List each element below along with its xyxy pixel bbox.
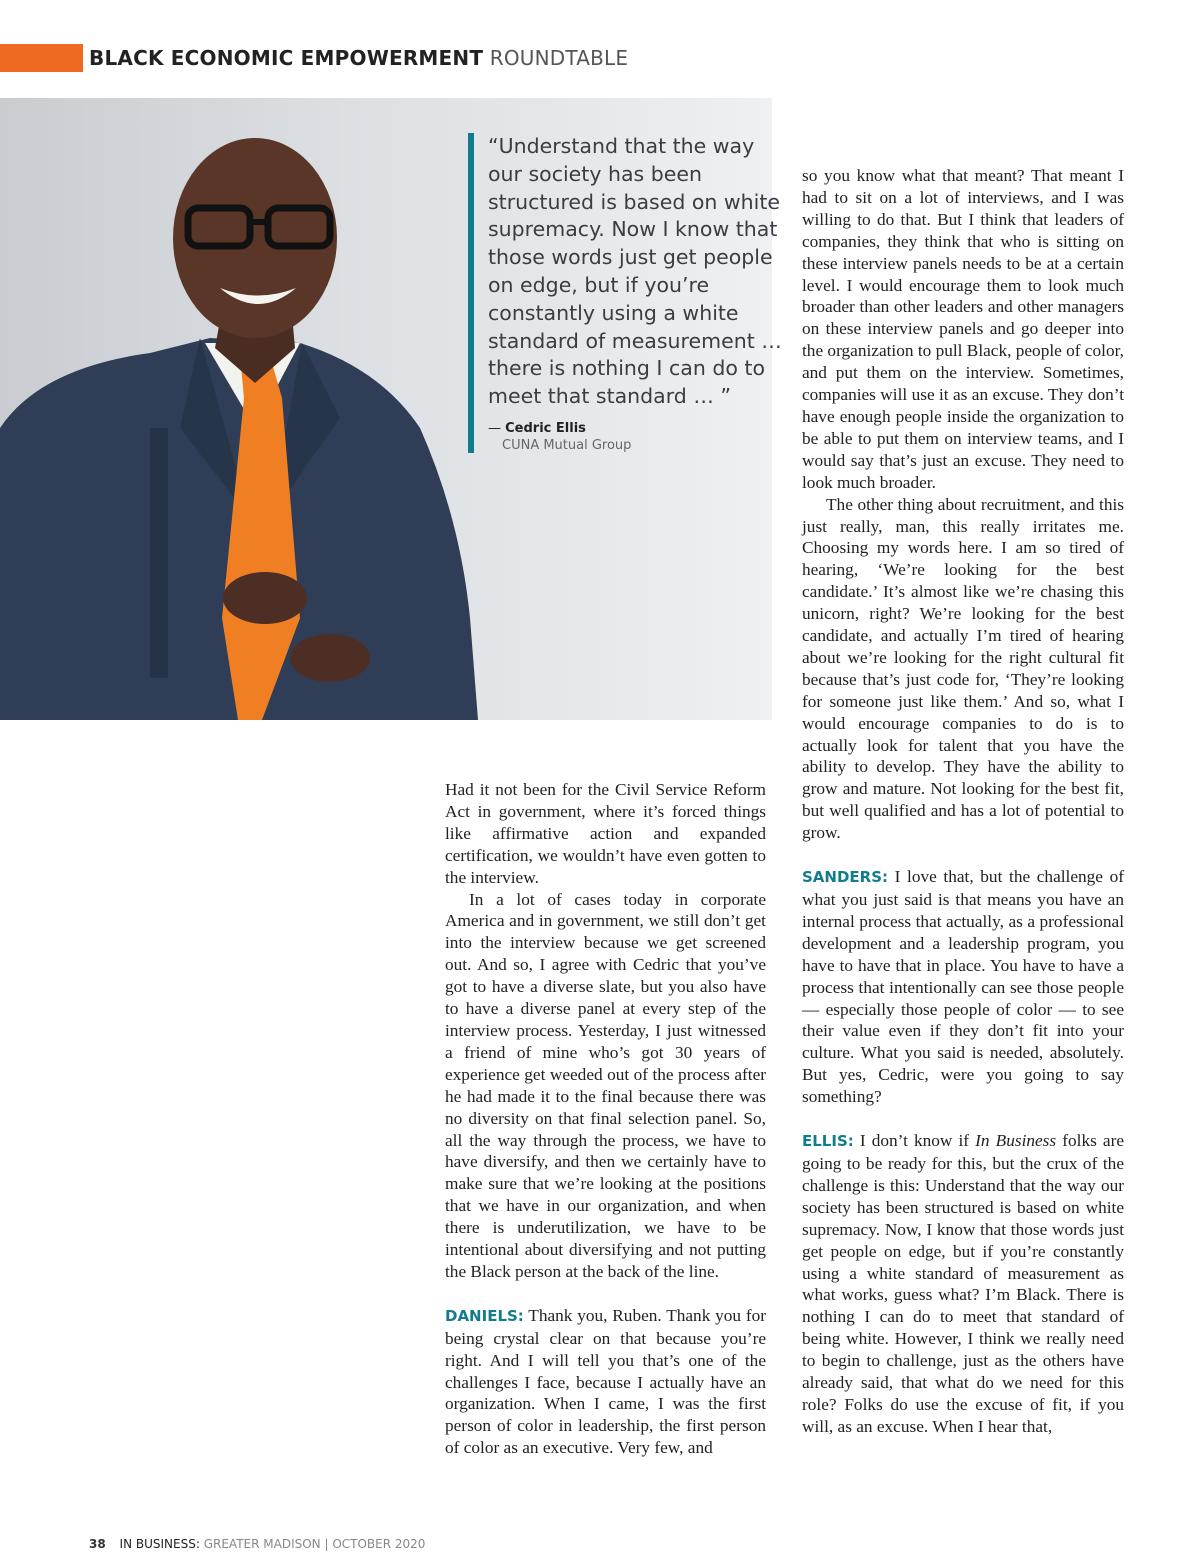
article-column-right (802, 165, 1124, 1438)
paragraph: In a lot of cases today in corporate America and in government, we still don’t get into the interview because we get screened out. And so, I agree with Cedric that you’ve got to have a diverse slate, but you also have to have a diverse panel at every step of the interview process. Yesterday, I just witnessed a friend of mine who’s got 30 years of experience get weeded out of the process after he had made it to the final because there was no diversity on that final selection panel. So, all the way through the process, we have to have diversify, and then we certainly have to make sure that we’re looking at the positions that we have in our organization, and when there is underutilization, we have to be intentional about diversifying and not putting the Black person at the back of the line. (445, 889, 766, 1281)
section-header-light: ROUNDTABLE (489, 46, 629, 70)
header-accent-bar (0, 44, 83, 72)
right-hand (290, 634, 370, 682)
page-number: 38 (89, 1537, 106, 1551)
attribution-dash: — (488, 420, 501, 436)
paragraph: so you know what that meant? That meant I had to sit on a lot of interviews, and I was willing to do that. But I think that leaders of companies, they think that who is sitting on these interview panels needs to be at a certain level. I would encourage them to look much broader than other leaders and other managers on these interview panels and go deeper into the organization to pull Black, people of color, and put them on the interview. Sometimes, companies will use it as an excuse. They don’t have enough people inside the organization to be able to put them on interview teams, and I would say that’s just an excuse. They need to look much broader. (802, 166, 1124, 492)
paragraph: Had it not been for the Civil Service Reform Act in government, where it’s forced things like affirmative action and expanded certification, we wouldn’t have even gotten to the interview. (445, 780, 766, 887)
speaker-label: ELLIS: (802, 1132, 854, 1151)
paragraph: The other thing about recruitment, and this just really, man, this really irritates me. Choosing my words here. I am so tired of hearing, ‘We’re looking for the best candidate.’ It’s almost like we’re chasing this unicorn, right? We’re looking for the best candidate, and actually I’m tired of hearing about we’re looking for the right cultural fit because that’s just code for, ‘They’re looking for someone just like them.’ And so, what I would encourage companies to do is to actually look for talent that you have the ability to develop. They have the ability to grow and mature. Not looking for the best fit, but well qualified and has a lot of potential to grow. (802, 494, 1124, 843)
speaker-label: DANIELS: (445, 1306, 524, 1325)
left-hand (223, 572, 307, 624)
attribution-organization: CUNA Mutual Group (502, 437, 632, 453)
speaker-paragraph-sanders (802, 866, 1124, 1108)
speaker-text: Thank you, Ruben. Thank you for being crystal clear on that because you’re right. And I will tell you that’s one of the challenges I face, because I actually have an organization. When I came, I was the first person of color in leadership, the first person of color as an executive. Very few, and (445, 1305, 766, 1458)
pull-quote-text: “Understand that the way our society has been structured is based on white supremacy. Now I know that those words just get people on edge, but if you’re constantly using a white standard of measurement … there is nothing I can do to meet that standard … ” (488, 134, 782, 409)
speaker-text: I love that, but the challenge of what you just said is that means you have an internal process that actually, as a professional development and a leadership program, you have to have that in place. You have to have a process that intentionally can see those people — especially those people of color — to see their value even if they don’t fit into your culture. What you said is needed, absolutely. But yes, Cedric, were you going to say something? (802, 867, 1124, 1107)
speaker-paragraph-ellis (802, 1130, 1124, 1438)
page-footer (89, 1537, 425, 1551)
edition-info: GREATER MADISON | OCTOBER 2020 (203, 1537, 426, 1551)
speaker-text: folks are going to be ready for this, but the crux of the challenge is this: Understand that the way our society has been structured is based on white supremacy. Now, I know that those words just get people on edge, but if you’re constantly using a white standard of measurement as what works, guess what? I’m Black. There is nothing I can do to meet that standard of being white. However, I think we really need to begin to challenge, just as the others have already said, that what do we need for this role? Folks do use the excuse of fit, if you will, as an excuse. When I hear that, (802, 1131, 1125, 1436)
publication-name: IN BUSINESS: (119, 1537, 200, 1551)
speaker-paragraph-daniels (445, 1305, 766, 1459)
left-arm (150, 428, 168, 678)
section-header-bold: BLACK ECONOMIC EMPOWERMENT (89, 46, 484, 70)
publication-title-italic: In Business (975, 1131, 1057, 1151)
head (173, 138, 337, 338)
speaker-label: SANDERS: (802, 868, 889, 887)
article-column-left (445, 779, 766, 1459)
pull-quote (468, 133, 788, 453)
speaker-text: I don’t know if (859, 1131, 970, 1151)
pull-quote-attribution (488, 421, 788, 436)
attribution-name: Cedric Ellis (505, 420, 586, 436)
section-header (89, 46, 628, 70)
